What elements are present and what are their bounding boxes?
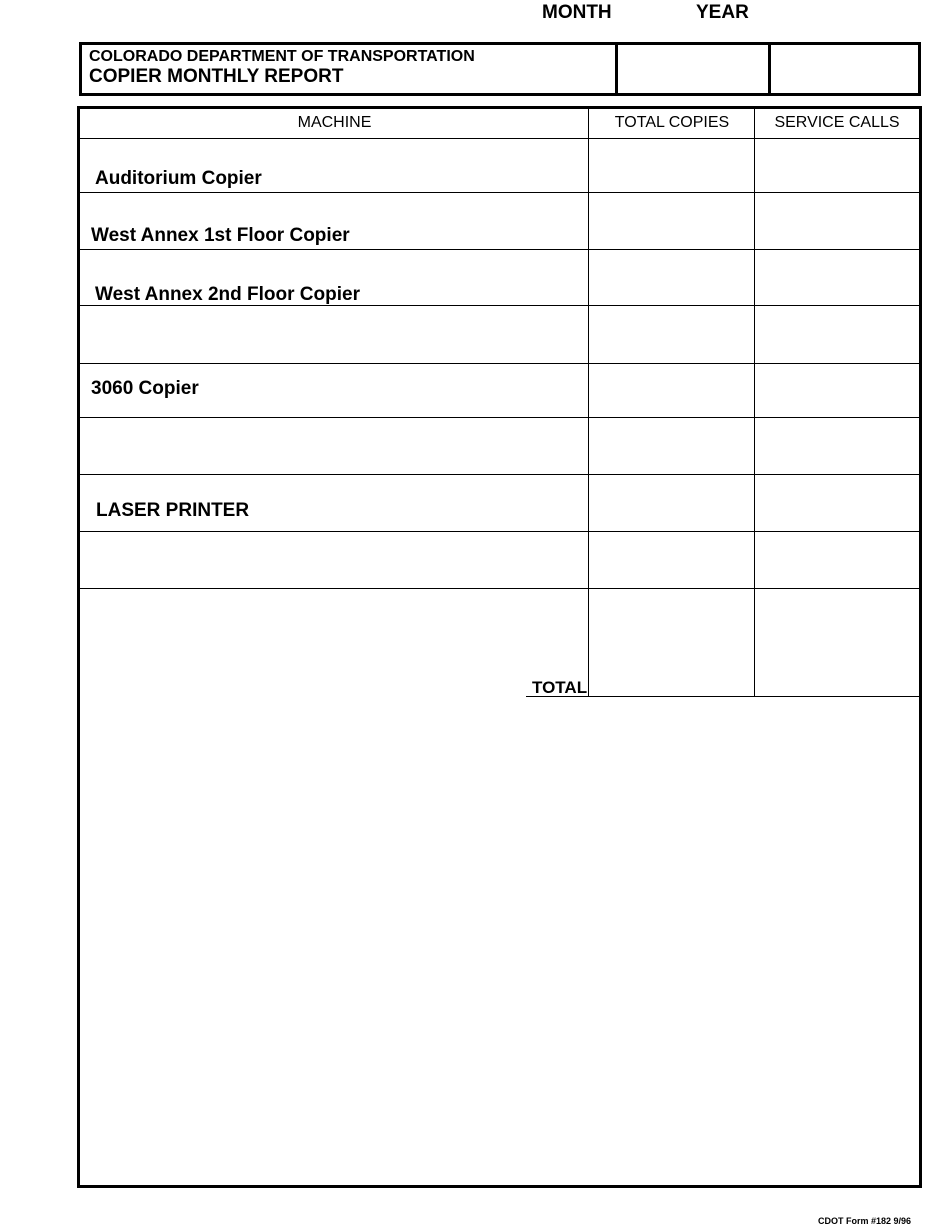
service-calls-cell[interactable] [756, 533, 918, 587]
total-copies-total-cell[interactable] [590, 590, 753, 695]
row-divider [80, 249, 919, 250]
service-calls-total-cell[interactable] [756, 590, 918, 695]
total-copies-cell[interactable] [590, 140, 753, 191]
service-calls-cell[interactable] [756, 365, 918, 416]
column-header-machine: MACHINE [297, 114, 372, 131]
organization-name: COLORADO DEPARTMENT OF TRANSPORTATION [89, 48, 475, 65]
machine-name: West Annex 1st Floor Copier [91, 225, 350, 246]
row-divider [80, 588, 919, 589]
service-calls-cell[interactable] [756, 419, 918, 473]
row-divider [80, 138, 919, 139]
year-field[interactable] [769, 70, 918, 93]
service-calls-cell[interactable] [756, 307, 918, 362]
service-calls-cell[interactable] [756, 251, 918, 304]
total-copies-cell[interactable] [590, 307, 753, 362]
column-header-total-copies: TOTAL COPIES [614, 114, 730, 131]
form-number: CDOT Form #182 9/96 [818, 1216, 912, 1226]
row-divider [80, 531, 919, 532]
report-title: COPIER MONTHLY REPORT [89, 66, 344, 87]
column-header-service-calls: SERVICE CALLS [774, 114, 900, 131]
service-calls-cell[interactable] [756, 476, 918, 530]
total-copies-cell[interactable] [590, 251, 753, 304]
column-divider [588, 109, 589, 697]
total-label: TOTAL [532, 678, 588, 697]
service-calls-cell[interactable] [756, 194, 918, 248]
machine-name: 3060 Copier [91, 378, 199, 399]
machine-name: West Annex 2nd Floor Copier [95, 284, 360, 305]
machine-name: Auditorium Copier [95, 168, 262, 189]
row-divider [80, 474, 919, 475]
total-underline [526, 696, 919, 697]
row-divider [80, 192, 919, 193]
total-copies-cell[interactable] [590, 476, 753, 530]
month-field[interactable] [615, 70, 765, 93]
month-field-label: MONTH [542, 2, 612, 23]
total-copies-cell[interactable] [590, 194, 753, 248]
total-copies-cell[interactable] [590, 365, 753, 416]
service-calls-cell[interactable] [756, 140, 918, 191]
row-divider [80, 417, 919, 418]
row-divider [80, 363, 919, 364]
machine-name: LASER PRINTER [96, 500, 250, 521]
total-copies-cell[interactable] [590, 419, 753, 473]
total-copies-cell[interactable] [590, 533, 753, 587]
year-field-label: YEAR [696, 2, 749, 23]
column-divider [754, 109, 755, 697]
